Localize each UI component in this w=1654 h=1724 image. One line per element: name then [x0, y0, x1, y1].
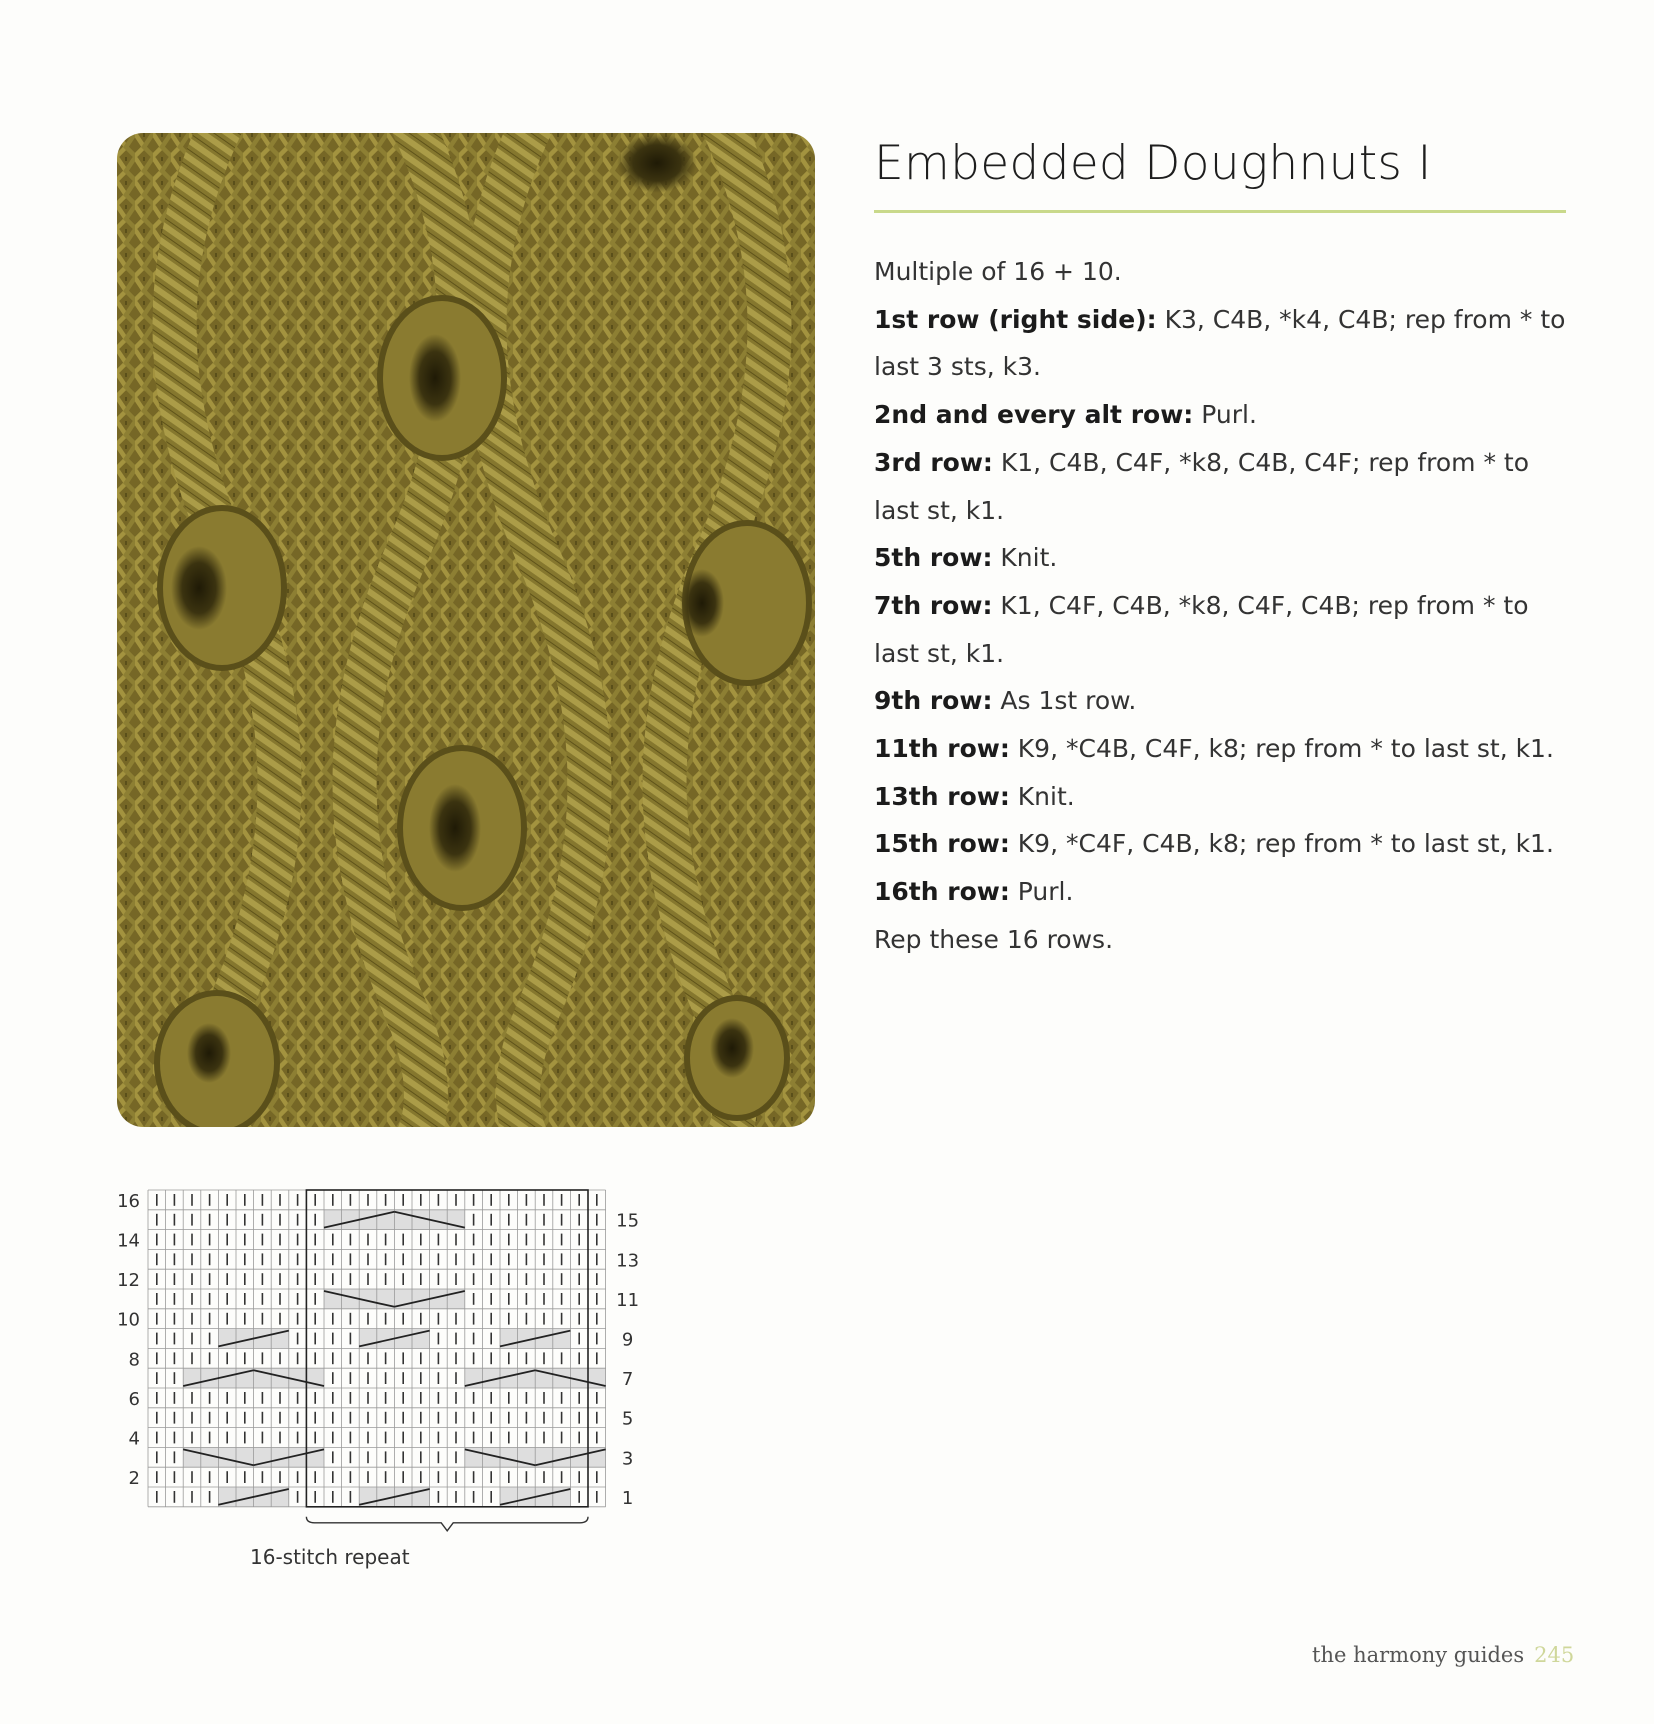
page-number: 245 [1534, 1643, 1575, 1667]
row-label-right: 13 [616, 1250, 640, 1272]
instruction-line: 16th row: Purl. [874, 877, 1074, 907]
stitch-chart-grid [100, 1180, 740, 1580]
row-label-right: 15 [616, 1210, 640, 1232]
row-label-left: 8 [128, 1349, 140, 1371]
row-label-right: 1 [621, 1487, 634, 1509]
row-label-left: 4 [128, 1428, 140, 1450]
instruction-line: 11th row: K9, *C4B, C4F, k8; rep from * to last st, k1. [874, 734, 1554, 764]
row-label-left: 6 [128, 1388, 140, 1410]
row-label-left: 14 [117, 1230, 140, 1252]
instruction-line: Multiple of 16 + 10. [874, 257, 1122, 286]
page-footer [1312, 1643, 1574, 1667]
instruction-line: 15th row: K9, *C4F, C4B, k8; rep from * to last st, k1. [874, 829, 1554, 859]
repeat-label: 16-stitch repeat [250, 1545, 410, 1569]
row-label-right: 7 [621, 1369, 634, 1391]
instruction-line: 2nd and every alt row: Purl. [874, 400, 1257, 430]
row-label-right: 5 [621, 1408, 634, 1430]
instruction-line: 5th row: Knit. [874, 543, 1058, 573]
instruction-line: 7th row: K1, C4F, C4B, *k8, C4F, C4B; rep from * to last st, k1. [874, 590, 1529, 668]
row-label-left: 12 [117, 1270, 140, 1292]
row-label-right: 9 [621, 1329, 634, 1351]
pattern-instructions [874, 248, 1574, 964]
instruction-line: 3rd row: K1, C4B, C4F, *k8, C4B, C4F; rep from * to last st, k1. [874, 447, 1529, 525]
row-label-left: 2 [128, 1468, 140, 1490]
row-label-left: 16 [117, 1190, 140, 1212]
row-label-right: 11 [616, 1289, 640, 1311]
repeat-brace [306, 1517, 588, 1531]
title-divider [874, 210, 1566, 213]
instruction-line: Rep these 16 rows. [874, 924, 1114, 954]
row-label-left: 10 [117, 1309, 140, 1331]
instruction-line: 1st row (right side): K3, C4B, *k4, C4B; rep from * to last 3 sts, k3. [874, 304, 1566, 382]
pattern-title: Embedded Doughnuts I [874, 136, 1432, 191]
stitch-chart [100, 1180, 740, 1580]
instruction-line: 13th row: Knit. [874, 781, 1075, 811]
instruction-line: 9th row: As 1st row. [874, 686, 1137, 716]
row-label-right: 3 [621, 1448, 634, 1470]
footer-book-title: the harmony guides [1312, 1643, 1525, 1667]
knitted-swatch-photo [117, 133, 815, 1127]
